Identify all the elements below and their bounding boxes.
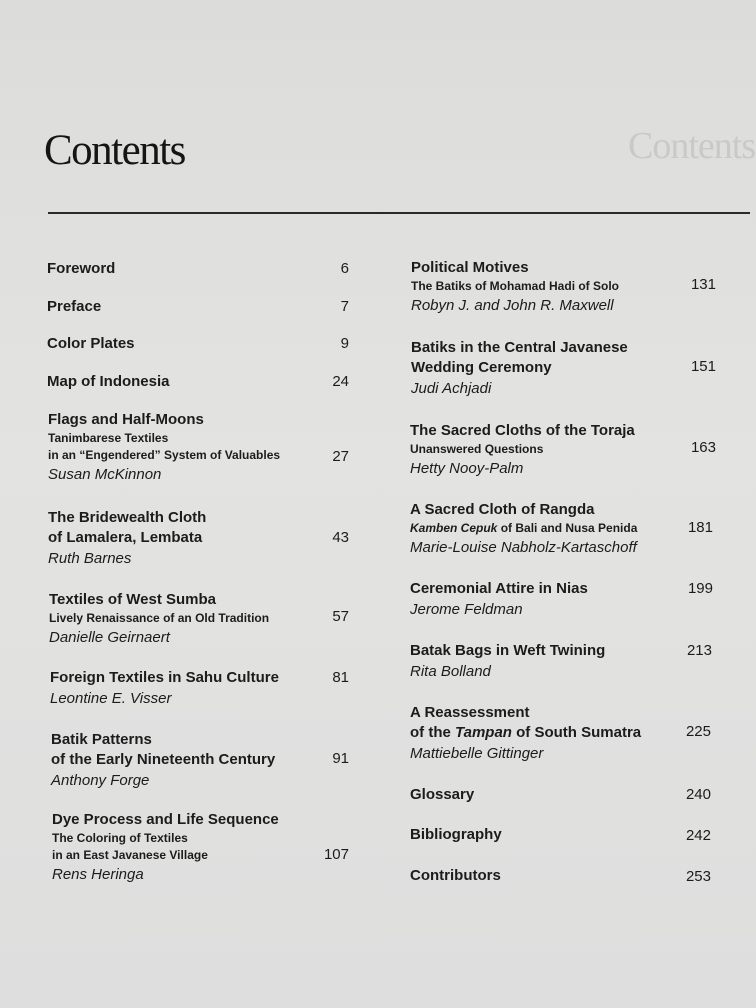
entry-author: Rita Bolland <box>410 663 491 680</box>
entry-author: Danielle Geirnaert <box>49 629 170 646</box>
page-number: 151 <box>690 358 716 375</box>
ghost-title-bleed: Contents <box>628 125 756 167</box>
entry-title: Map of Indonesia <box>47 373 170 390</box>
toc-entry-foreword[interactable] <box>47 259 115 279</box>
entry-title: Flags and Half-Moons <box>48 411 204 428</box>
entry-title: of Lamalera, Lembata <box>48 529 203 546</box>
page-number: 163 <box>690 439 716 456</box>
toc-entry-dye-process[interactable] <box>52 810 279 886</box>
toc-entry-political-motives[interactable] <box>411 258 619 317</box>
page-number: 7 <box>340 298 349 315</box>
entry-title: Color Plates <box>47 335 135 352</box>
entry-subtitle: The Batiks of Mohamad Hadi of Solo <box>411 279 620 293</box>
page-number: 9 <box>340 335 349 352</box>
entry-title: Glossary <box>410 786 475 803</box>
page-number: 91 <box>332 750 349 767</box>
entry-subtitle: in an East Javanese Village <box>52 848 208 862</box>
page-number: 199 <box>687 580 713 597</box>
page-number: 107 <box>323 846 349 863</box>
entry-title-rich <box>410 723 641 743</box>
entry-subtitle-rest: of Bali and Nusa Penida <box>497 521 638 535</box>
entry-title: Preface <box>47 298 102 315</box>
entry-title: A Reassessment <box>410 704 530 721</box>
entry-title: of the Early Nineteenth Century <box>51 751 276 768</box>
entry-author: Judi Achjadi <box>411 380 492 397</box>
entry-title: Bibliography <box>410 826 502 843</box>
entry-title: Foreword <box>47 260 116 277</box>
page-number: 24 <box>332 373 349 390</box>
entry-title: The Sacred Cloths of the Toraja <box>410 422 635 439</box>
entry-author: Ruth Barnes <box>48 550 132 567</box>
page-number: 43 <box>332 529 349 546</box>
entry-subtitle: Tanimbarese Textiles <box>48 431 169 445</box>
entry-title-post: of South Sumatra <box>511 724 642 741</box>
page-number: 57 <box>332 608 349 625</box>
entry-subtitle-emphasis: Kamben Cepuk <box>410 521 498 535</box>
page-number: 213 <box>686 642 712 659</box>
toc-entry-map-of-indonesia[interactable] <box>47 372 170 392</box>
page-number: 225 <box>685 723 711 740</box>
entry-title-emphasis: Tampan <box>455 724 512 741</box>
entry-title: Batiks in the Central Javanese <box>411 339 628 356</box>
toc-entry-central-javanese-wedding[interactable] <box>411 338 628 400</box>
entry-author: Robyn J. and John R. Maxwell <box>411 297 614 314</box>
toc-entry-sacred-cloths-toraja[interactable] <box>410 421 635 480</box>
entry-title: A Sacred Cloth of Rangda <box>410 501 595 518</box>
entry-title: Contributors <box>410 867 501 884</box>
page-number: 240 <box>685 786 711 803</box>
page-number: 131 <box>690 276 716 293</box>
toc-entry-preface[interactable] <box>47 297 101 317</box>
entry-subtitle: Lively Renaissance of an Old Tradition <box>49 611 270 625</box>
entry-author: Marie-Louise Nabholz-Kartaschoff <box>410 539 637 556</box>
page-number: 253 <box>685 868 711 885</box>
entry-title: Batak Bags in Weft Twining <box>410 642 606 659</box>
page-number: 6 <box>340 260 349 277</box>
entry-title: Wedding Ceremony <box>411 359 552 376</box>
entry-subtitle: Unanswered Questions <box>410 442 544 456</box>
entry-title: Ceremonial Attire in Nias <box>410 580 588 597</box>
entry-title: Dye Process and Life Sequence <box>52 811 279 828</box>
page-number: 242 <box>685 827 711 844</box>
entry-author: Hetty Nooy-Palm <box>410 460 524 477</box>
entry-title: The Bridewealth Cloth <box>48 509 207 526</box>
toc-entry-reassessment-tampan[interactable] <box>410 703 641 765</box>
entry-author: Anthony Forge <box>51 772 150 789</box>
entry-author: Jerome Feldman <box>410 601 523 618</box>
toc-entry-batik-patterns[interactable] <box>51 730 275 792</box>
toc-entry-textiles-of-west-sumba[interactable] <box>49 590 269 649</box>
entry-author: Susan McKinnon <box>48 466 162 483</box>
toc-entry-color-plates[interactable] <box>47 334 135 354</box>
toc-entry-bridewealth-cloth[interactable] <box>48 508 206 570</box>
toc-entry-glossary[interactable] <box>410 785 474 805</box>
entry-author: Mattiebelle Gittinger <box>410 745 544 762</box>
entry-author: Leontine E. Visser <box>50 690 172 707</box>
entry-title: Textiles of West Sumba <box>49 591 216 608</box>
toc-entry-foreign-textiles-sahu[interactable] <box>50 668 279 710</box>
toc-entry-flags-and-half-moons[interactable] <box>48 410 280 486</box>
entry-author: Rens Heringa <box>52 866 144 883</box>
page-title: Contents <box>44 127 185 174</box>
page-number: 181 <box>687 519 713 536</box>
toc-entry-ceremonial-attire-nias[interactable] <box>410 579 588 621</box>
entry-title: Batik Patterns <box>51 731 152 748</box>
entry-subtitle <box>410 520 637 537</box>
toc-entry-batak-bags[interactable] <box>410 641 605 683</box>
page-number: 81 <box>332 669 349 686</box>
entry-subtitle: in an “Engendered” System of Valuables <box>48 448 281 462</box>
toc-entry-contributors[interactable] <box>410 866 501 886</box>
page-number: 27 <box>332 448 349 465</box>
entry-title: Political Motives <box>411 259 529 276</box>
toc-entry-bibliography[interactable] <box>410 825 502 845</box>
toc-entry-sacred-cloth-rangda[interactable] <box>410 500 637 559</box>
entry-title-pre: of the <box>410 724 455 741</box>
entry-title: Foreign Textiles in Sahu Culture <box>50 669 279 686</box>
entry-subtitle: The Coloring of Textiles <box>52 831 188 845</box>
title-rule <box>48 212 750 214</box>
